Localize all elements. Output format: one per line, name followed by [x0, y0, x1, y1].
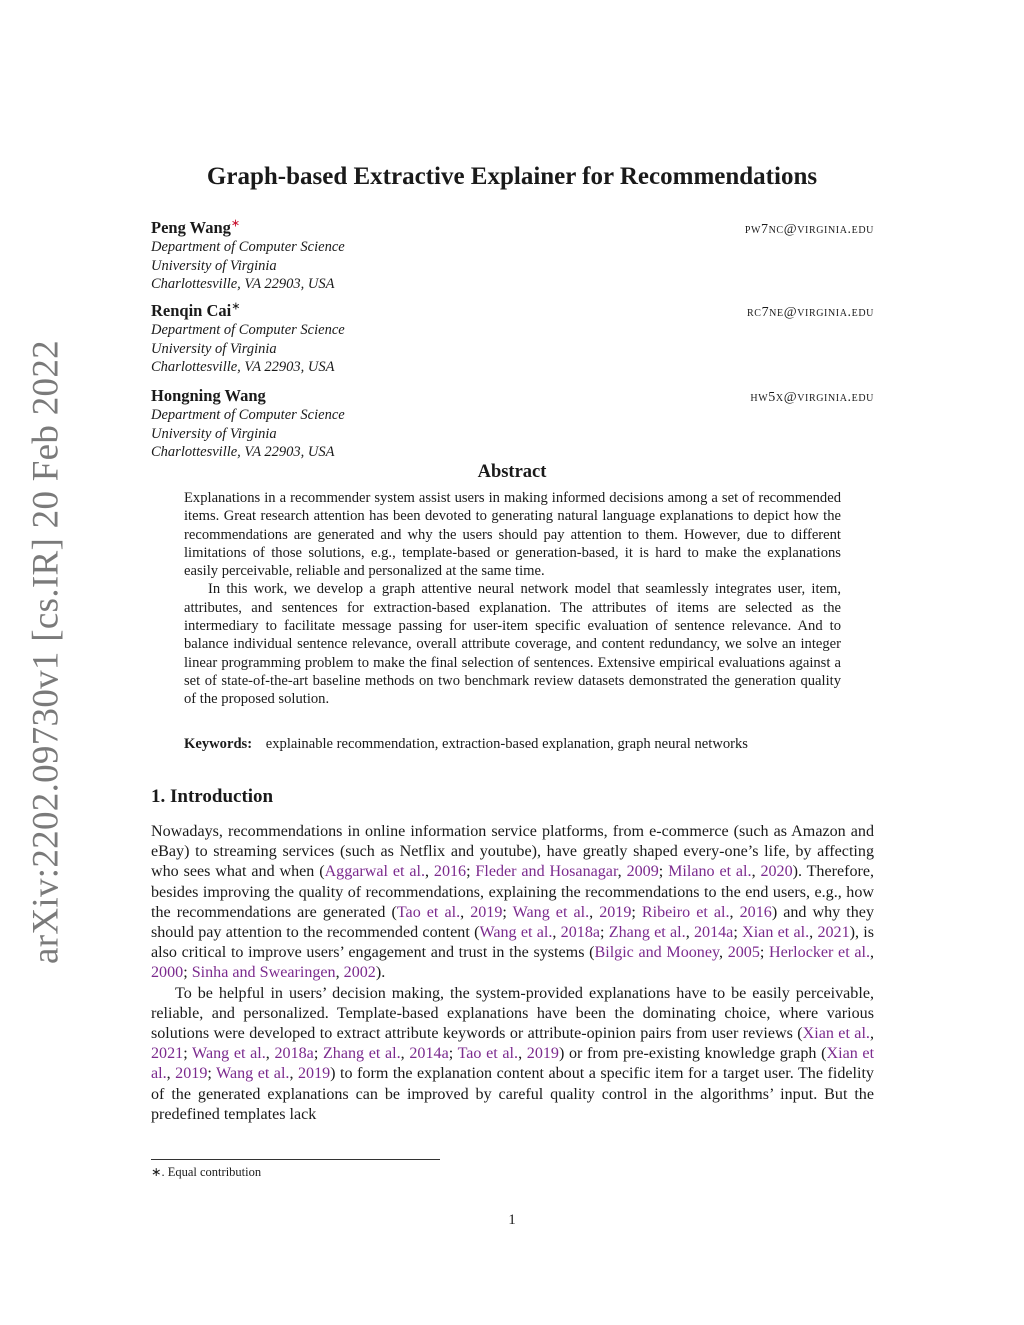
- citation-link[interactable]: Xian et al.: [802, 1025, 870, 1043]
- citation-link[interactable]: Wang et al.: [216, 1065, 290, 1083]
- citation-link[interactable]: Wang et al.: [512, 903, 590, 921]
- citation-link[interactable]: 2021: [151, 1045, 184, 1063]
- citation-link[interactable]: Zhang et al.: [322, 1045, 401, 1063]
- author-university: University of Virginia: [151, 340, 277, 357]
- keywords-text: explainable recommendation, extraction-based explanation, graph neural networks: [265, 736, 748, 752]
- citation-link[interactable]: 2014a: [409, 1045, 449, 1063]
- author-city: Charlottesville, VA 22903, USA: [151, 444, 335, 460]
- author-department: Department of Computer Science: [151, 239, 345, 255]
- citation-link[interactable]: 2005: [727, 944, 760, 962]
- arxiv-identifier: arXiv:2202.09730v1 [cs.IR] 20 Feb 2022: [25, 340, 67, 964]
- author-email[interactable]: pw7nc@virginia.edu: [744, 222, 874, 237]
- author-name: Renqin Cai∗: [151, 300, 241, 320]
- citation-link[interactable]: 2019: [470, 903, 503, 921]
- citation-link[interactable]: 2021: [817, 924, 850, 942]
- citation-link[interactable]: 2000: [151, 964, 184, 982]
- introduction-body: [151, 822, 874, 1125]
- citation-link[interactable]: 2016: [433, 863, 467, 881]
- citation-link[interactable]: Herlocker et al.: [769, 944, 870, 962]
- author-block: [151, 218, 874, 294]
- citation-link[interactable]: 2019: [526, 1045, 559, 1063]
- citation-link[interactable]: Milano et al.: [668, 863, 752, 881]
- citation-link[interactable]: 2018a: [274, 1045, 314, 1063]
- author-city: Charlottesville, VA 22903, USA: [151, 359, 335, 375]
- author-city: Charlottesville, VA 22903, USA: [151, 276, 335, 292]
- citation-link[interactable]: 2009: [626, 863, 659, 881]
- author-department: Department of Computer Science: [151, 322, 345, 338]
- citation-link[interactable]: Wang et al.: [479, 924, 553, 942]
- footnote: ∗. Equal contribution: [151, 1165, 262, 1179]
- citation-link[interactable]: Ribeiro et al.: [641, 903, 730, 921]
- citation-link[interactable]: Tao et al.: [457, 1045, 519, 1063]
- abstract-paragraph: In this work, we develop a graph attentive neural network model that seamlessly integrates user, item, attributes, and sentences for extraction-based explanation. The attributes of items are selected as the intermediary to facilitate message passing for user-item specific evaluation of sentence relevance. And to balance individual sentence relevance, overall attribute coverage, and content redundancy, we solve an integer linear programming problem to make the final selection of sentences. Extensive empirical evaluations against a set of state-of-the-art baseline methods on two benchmark review datasets demonstrated the generation quality of the proposed solution.: [184, 581, 841, 708]
- author-name: Hongning Wang: [151, 386, 266, 405]
- keywords-label: Keywords:: [184, 736, 253, 752]
- keywords: [184, 736, 884, 753]
- citation-link[interactable]: 2020: [760, 863, 793, 881]
- citation-link[interactable]: Xian et al.: [151, 1045, 875, 1083]
- author-email[interactable]: hw5x@virginia.edu: [750, 390, 874, 405]
- author-email[interactable]: rc7ne@virginia.edu: [747, 305, 874, 320]
- citation-link[interactable]: Tao et al.: [396, 903, 461, 921]
- author-department: Department of Computer Science: [151, 407, 345, 423]
- page-number: 1: [508, 1212, 516, 1228]
- citation-link[interactable]: Fleder and Hosanagar: [475, 863, 618, 881]
- author-block: [151, 301, 874, 377]
- citation-link[interactable]: 2019: [175, 1065, 208, 1083]
- section-heading: 1. Introduction: [151, 786, 274, 807]
- citation-link[interactable]: 2016: [739, 903, 772, 921]
- abstract-body: [184, 489, 841, 709]
- abstract-paragraph: Explanations in a recommender system assist users in making informed decisions among a set of recommended items. Great research attention has been devoted to generating natural language explanations to depict how the recommendations are generated and why the users should pay attention to them. However, due to different limitations of those solutions, e.g., template-based or generation-based, it is hard to make the explanations easily perceivable, reliable and personalized at the same time.: [184, 490, 841, 580]
- citation-link[interactable]: 2014a: [693, 924, 734, 942]
- citation-link[interactable]: 2018a: [560, 924, 601, 942]
- footnote-mark: ∗: [231, 300, 241, 313]
- footnote-rule: [151, 1159, 440, 1160]
- citation-link[interactable]: Aggarwal et al.: [324, 863, 425, 881]
- citation-link[interactable]: 2019: [599, 903, 632, 921]
- intro-paragraph: To be helpful in users’ decision making, the system-provided explanations have to be easily perceivable, reliable, and personalized. Template-based explanations have been the dominating choice, where various solutions were developed to extract attribute keywords or attribute-opinion pairs from user reviews (Xian et al., 2021; Wang et al., 2018a; Zhang et al., 2014a; Tao et al., 2019) or from pre-existing knowledge graph (Xian et al., 2019; Wang et al., 2019) to form the explanation content about a specific item for a target user. The fidelity of the generated explanations can be improved by careful quality control in the algorithms’ input. But the predefined templates lack: [151, 984, 875, 1123]
- citation-link[interactable]: Sinha and Swearingen: [191, 964, 336, 982]
- author-block: [151, 386, 874, 462]
- citation-link[interactable]: Bilgic and Mooney: [594, 944, 719, 962]
- citation-link[interactable]: Xian et al.: [742, 924, 810, 942]
- abstract-heading: Abstract: [477, 462, 547, 482]
- intro-paragraph: Nowadays, recommendations in online information service platforms, from e-commerce (such as Amazon and eBay) to streaming services (such as Netflix and youtube), have greatly shaped every-one’s life, by affecting who sees what and when (Aggarwal et al., 2016; Fleder and Hosanagar, 2009; Milano et al., 2020). Therefore, besides improving the quality of recommendations, explaining the recommendations to the end users, e.g., how the recommendations are generated (Tao et al., 2019; Wang et al., 2019; Ribeiro et al., 2016) and why they should pay attention to the recommended content (Wang et al., 2018a; Zhang et al., 2014a; Xian et al., 2021), is also critical to improve users’ engagement and trust in the systems (Bilgic and Mooney, 2005; Herlocker et al., 2000; Sinha and Swearingen, 2002).: [151, 823, 875, 982]
- author-university: University of Virginia: [151, 425, 277, 442]
- author-university: University of Virginia: [151, 257, 277, 274]
- author-name: Peng Wang∗: [151, 217, 241, 237]
- footnote-mark: ∗: [230, 217, 241, 230]
- citation-link[interactable]: Zhang et al.: [608, 924, 686, 942]
- paper-title: Graph-based Extractive Explainer for Recommendations: [206, 163, 818, 190]
- citation-link[interactable]: 2002: [343, 964, 376, 982]
- citation-link[interactable]: 2019: [297, 1065, 331, 1083]
- citation-link[interactable]: Wang et al.: [192, 1045, 266, 1063]
